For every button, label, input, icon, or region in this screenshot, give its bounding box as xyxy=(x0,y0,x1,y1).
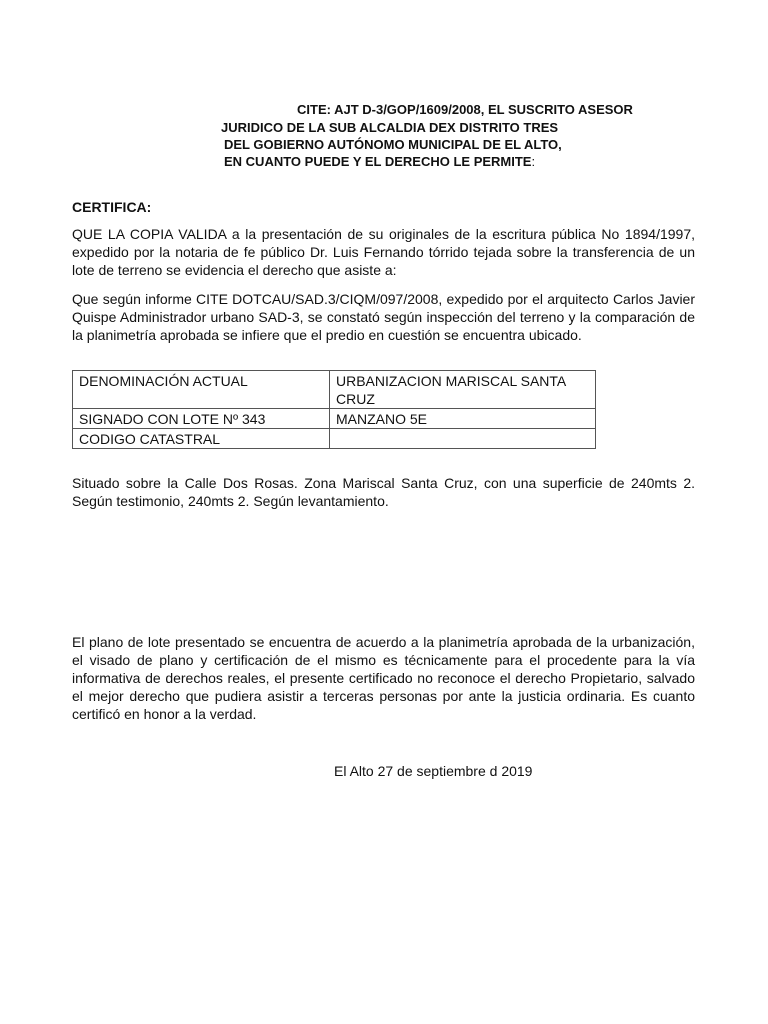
paragraph-copia-valida: QUE LA COPIA VALIDA a la presentación de su originales de la escritura pública No 1894/1997, expedido por la notaria de fe público Dr. Luis Fernando tórrido tejada sobre la transferencia de un lote de terreno se evidencia el derecho que asiste a: xyxy=(72,226,695,278)
header-cite-line: CITE: AJT D-3/GOP/1609/2008, EL SUSCRITO ASESOR xyxy=(297,102,633,117)
lot-details-table xyxy=(72,370,596,449)
table-row xyxy=(73,429,596,449)
table-cell-value: URBANIZACION MARISCAL SANTA CRUZ xyxy=(330,371,596,409)
table-cell-value: MANZANO 5E xyxy=(330,409,596,429)
header-gobierno-line: DEL GOBIERNO AUTÓNOMO MUNICIPAL DE EL ALTO, xyxy=(224,137,562,152)
header-juridico-line: JURIDICO DE LA SUB ALCALDIA DEX DISTRITO TRES xyxy=(221,120,559,135)
certifica-heading: CERTIFICA: xyxy=(72,199,152,215)
header-permite-colon: : xyxy=(531,154,536,169)
paragraph-situado: Situado sobre la Calle Dos Rosas. Zona Mariscal Santa Cruz, con una superficie de 240mts 2. Según testimonio, 240mts 2. Según levantamiento. xyxy=(72,475,695,509)
header-permite-text: EN CUANTO PUEDE Y EL DERECHO LE PERMITE xyxy=(224,154,532,169)
table-cell-label: CODIGO CATASTRAL xyxy=(73,429,330,449)
table-row xyxy=(73,409,596,429)
paragraph-informe-cite: Que según informe CITE DOTCAU/SAD.3/CIQM/097/2008, expedido por el arquitecto Carlos Javier Quispe Administrador urbano SAD-3, se constató según inspección del terreno y la comparación de la planimetría aprobada se infiere que el predio en cuestión se encuentra ubicado. xyxy=(72,291,695,343)
paragraph-plano-lote: El plano de lote presentado se encuentra de acuerdo a la planimetría aprobada de la urbanización, el visado de plano y certificación de el mismo es técnicamente para el procedente para la vía informativa de derechos reales, el presente certificado no reconoce el derecho Propietario, salvado el mejor derecho que pudiera asistir a terceras personas por ante la justicia ordinaria. Es cuanto certificó en honor a la verdad. xyxy=(72,634,695,722)
table-row xyxy=(73,371,596,409)
table-cell-value xyxy=(330,429,596,449)
date-line: El Alto 27 de septiembre d 2019 xyxy=(334,763,533,779)
table-cell-label: DENOMINACIÓN ACTUAL xyxy=(73,371,330,409)
table-cell-label: SIGNADO CON LOTE Nº 343 xyxy=(73,409,330,429)
header-permite-line xyxy=(224,153,535,170)
